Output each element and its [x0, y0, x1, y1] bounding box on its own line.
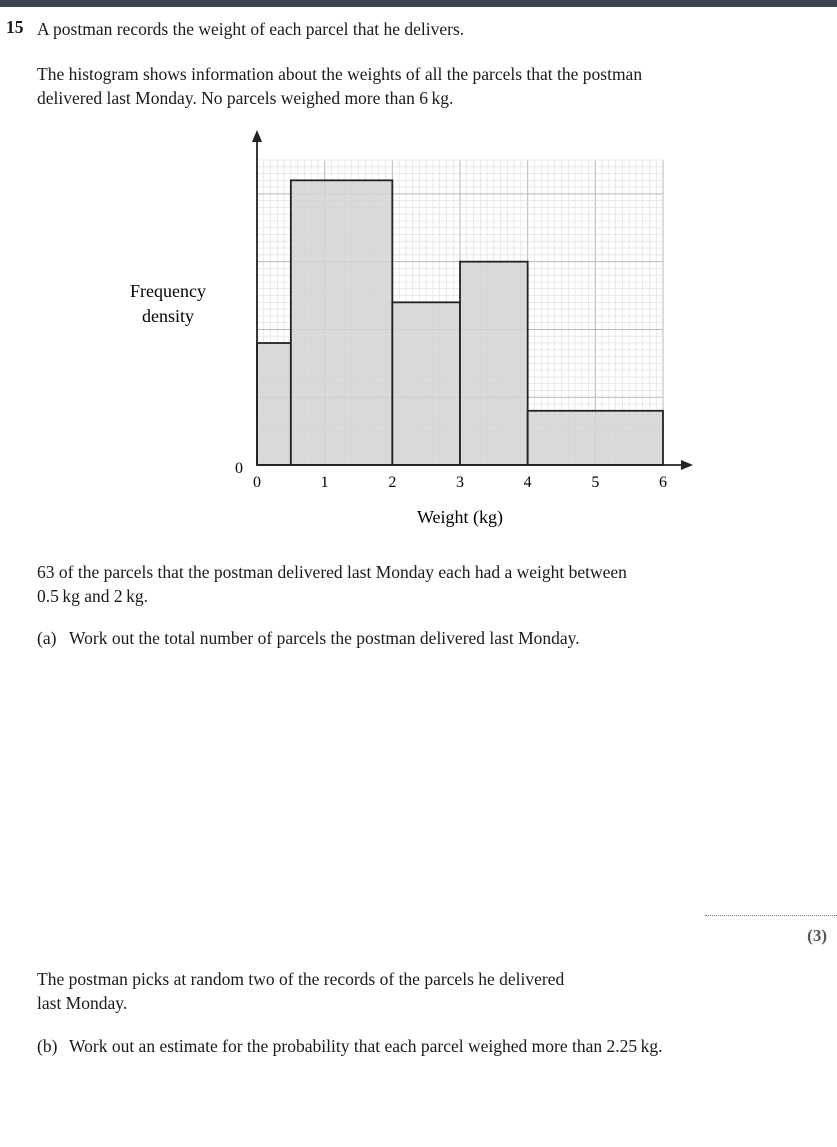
- histogram-bar-2: [291, 180, 393, 465]
- histogram-bar-4: [460, 262, 528, 465]
- part-b-label: (b): [37, 1036, 58, 1056]
- x-tick-label: 1: [320, 474, 329, 491]
- x-tick-label: 4: [523, 474, 532, 491]
- x-tick-label: 6: [659, 474, 667, 491]
- info-line1: 63 of the parcels that the postman delivered last Monday each had a weight between: [37, 562, 627, 582]
- part-a-marks: (3): [807, 926, 827, 945]
- question-number: 15: [6, 17, 24, 37]
- histogram-bar-3: [392, 302, 460, 465]
- x-tick-label: 2: [388, 474, 397, 491]
- y-axis-label-line1: Frequency: [130, 281, 206, 301]
- x-tick-label: 0: [253, 474, 261, 491]
- x-tick-label: 5: [591, 474, 600, 491]
- x-tick-label: 3: [456, 474, 464, 491]
- question-description-line1: The histogram shows information about the weights of all the parcels that the postman: [37, 64, 643, 84]
- x-axis-label: Weight (kg): [416, 507, 504, 527]
- histogram-bar-1: [257, 343, 291, 465]
- y-origin-label: 0: [235, 460, 243, 477]
- question-intro: A postman records the weight of each parcel that he delivers.: [37, 19, 465, 39]
- x-tick-labels: [253, 474, 667, 491]
- x-axis-arrow: [681, 460, 693, 470]
- question-description-line2: delivered last Monday. No parcels weighed more than 6 kg.: [37, 88, 454, 108]
- records-line1: The postman picks at random two of the records of the parcels he delivered: [37, 969, 565, 989]
- part-a-question: Work out the total number of parcels the postman delivered last Monday.: [69, 628, 580, 648]
- y-axis-label-line2: density: [142, 306, 194, 326]
- histogram: [0, 0, 837, 540]
- info-line2: 0.5 kg and 2 kg.: [37, 586, 149, 606]
- y-axis-arrow: [252, 130, 262, 142]
- histogram-bar-5: [528, 411, 663, 465]
- answer-line: [705, 915, 837, 916]
- part-a-label: (a): [37, 628, 57, 648]
- part-b-question: Work out an estimate for the probability that each parcel weighed more than 2.25 kg.: [69, 1036, 663, 1056]
- records-line2: last Monday.: [37, 993, 128, 1013]
